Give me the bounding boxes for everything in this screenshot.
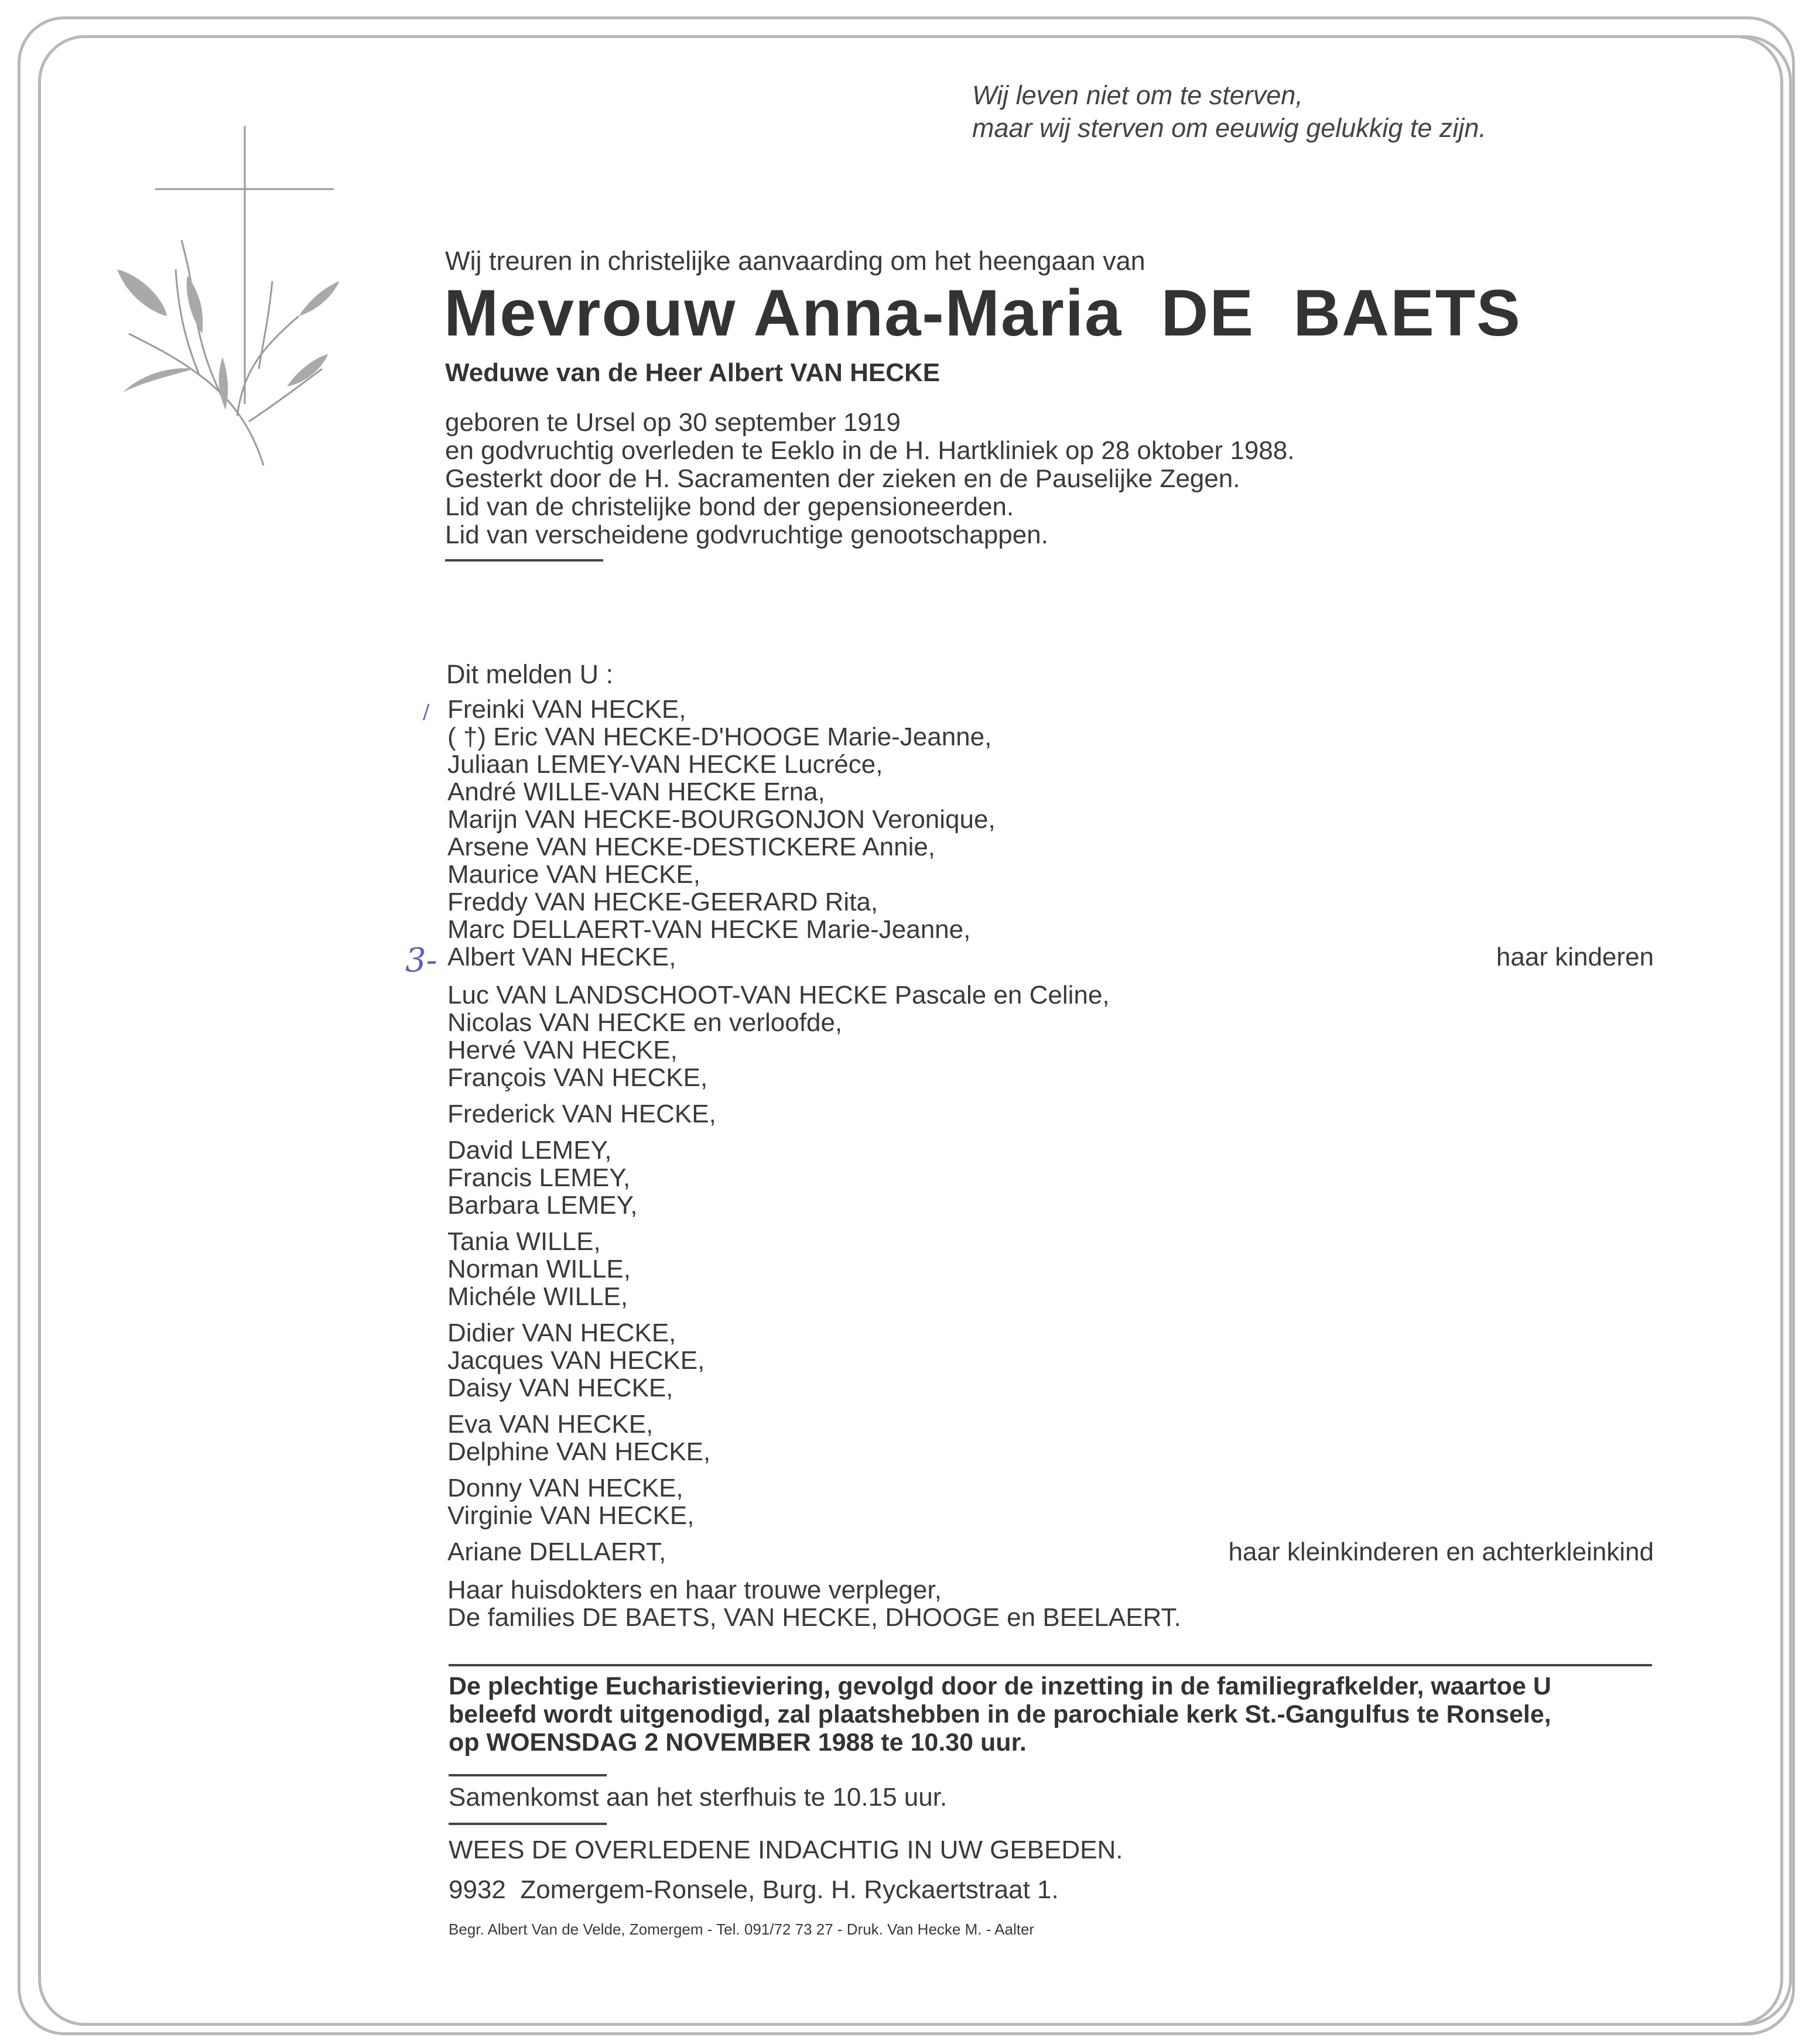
funeral-line: op WOENSDAG 2 NOVEMBER 1988 te 10.30 uur. (449, 1728, 1027, 1757)
divider (445, 559, 603, 561)
list-item: ( †) Eric VAN HECKE-D'HOOGE Marie-Jeanne, (447, 723, 992, 751)
list-item: Daisy VAN HECKE, (447, 1374, 673, 1402)
list-item: Hervé VAN HECKE, (447, 1036, 678, 1064)
motto-line: maar wij sterven om eeuwig gelukkig te zijn. (972, 113, 1486, 143)
list-item: Marc DELLAERT-VAN HECKE Marie-Jeanne, (447, 915, 971, 944)
list-item: André WILLE-VAN HECKE Erna, (447, 778, 825, 806)
list-item: Freinki VAN HECKE, (447, 695, 686, 724)
list-item: Marijn VAN HECKE-BOURGONJON Veronique, (447, 805, 996, 834)
list-item: Francis LEMEY, (447, 1163, 631, 1192)
widow-line: Weduwe van de Heer Albert VAN HECKE (445, 358, 941, 387)
list-item: Tania WILLE, (447, 1227, 601, 1256)
list-item: Maurice VAN HECKE, (447, 860, 700, 889)
list-item: David LEMEY, (447, 1136, 612, 1165)
list-item: Donny VAN HECKE, (447, 1474, 683, 1502)
list-item: Frederick VAN HECKE, (447, 1100, 716, 1128)
list-item: Arsene VAN HECKE-DESTICKERE Annie, (447, 833, 936, 861)
intro-text: Wij treuren in christelijke aanvaarding om het heengaan van (445, 246, 1145, 276)
grandchildren-label: haar kleinkinderen en achterkleinkind (1228, 1538, 1654, 1566)
divider (449, 1664, 1652, 1666)
list-item: Freddy VAN HECKE-GEERARD Rita, (447, 888, 878, 916)
bio-line: geboren te Ursel op 30 september 1919 (445, 408, 901, 437)
motto-quote (972, 79, 1486, 145)
list-item: Delphine VAN HECKE, (447, 1437, 711, 1466)
bio-line: en godvruchtig overleden te Eeklo in de H. Hartkliniek op 28 oktober 1988. (445, 436, 1295, 465)
funeral-announcement (449, 1672, 1551, 1757)
handwritten-mark: 3- (405, 941, 437, 980)
funeral-line: beleefd wordt uitgenodigd, zal plaatshebben in de parochiale kerk St.-Gangulfus te Ronsele, (449, 1700, 1551, 1728)
motto-line: Wij leven niet om te sterven, (972, 80, 1303, 110)
funeral-line: De plechtige Eucharistieviering, gevolgd door de inzetting in de familiegrafkelder, waartoe U (449, 1672, 1551, 1700)
family-list (447, 696, 1654, 1631)
bio-line: Lid van de christelijke bond der gepensioneerden. (445, 492, 1014, 521)
grandchild-name: Ariane DELLAERT, (447, 1538, 666, 1566)
list-item: Eva VAN HECKE, (447, 1410, 654, 1439)
gathering-text: Samenkomst aan het sterfhuis te 10.15 uur. (449, 1783, 948, 1812)
child-name: Albert VAN HECKE, (447, 943, 676, 971)
closing-line: De families DE BAETS, VAN HECKE, DHOOGE en BEELAERT. (447, 1603, 1181, 1632)
divider (449, 1774, 607, 1776)
bio-line: Lid van verscheidene godvruchtige genootschappen. (445, 521, 1048, 549)
list-item: Juliaan LEMEY-VAN HECKE Lucréce, (447, 750, 883, 779)
children-label: haar kinderen (1496, 943, 1654, 971)
list-item: Michéle WILLE, (447, 1282, 628, 1311)
cross-with-olive-branch-icon (105, 123, 346, 474)
list-item: Didier VAN HECKE, (447, 1319, 676, 1347)
list-item: François VAN HECKE, (447, 1063, 708, 1092)
prayer-text: WEES DE OVERLEDENE INDACHTIG IN UW GEBEDEN. (449, 1836, 1123, 1864)
card-border-right-edge (1733, 35, 1792, 2026)
list-item (447, 1538, 1654, 1566)
list-item: Nicolas VAN HECKE en verloofde, (447, 1008, 843, 1037)
bio-line: Gesterkt door de H. Sacramenten der zieken en de Pauselijke Zegen. (445, 464, 1240, 493)
biography (445, 409, 1294, 549)
deceased-name: Mevrouw Anna-Maria DE BAETS (444, 276, 1521, 350)
list-item: Jacques VAN HECKE, (447, 1346, 705, 1375)
list-item: Luc VAN LANDSCHOOT-VAN HECKE Pascale en Celine, (447, 981, 1110, 1009)
pen-tick-mark: / (423, 700, 430, 724)
closing-line: Haar huisdokters en haar trouwe verpleger, (447, 1576, 942, 1604)
printer-credit: Begr. Albert Van de Velde, Zomergem - Tel. 091/72 73 27 - Druk. Van Hecke M. - Aalter (449, 1920, 1035, 1938)
list-item: Barbara LEMEY, (447, 1191, 638, 1220)
announce-text: Dit melden U : (446, 659, 614, 689)
list-item: Norman WILLE, (447, 1255, 631, 1283)
divider (449, 1823, 607, 1825)
list-item: Virginie VAN HECKE, (447, 1501, 695, 1530)
list-item (447, 943, 1654, 971)
address-text: 9932 Zomergem-Ronsele, Burg. H. Ryckaertstraat 1. (449, 1875, 1059, 1904)
